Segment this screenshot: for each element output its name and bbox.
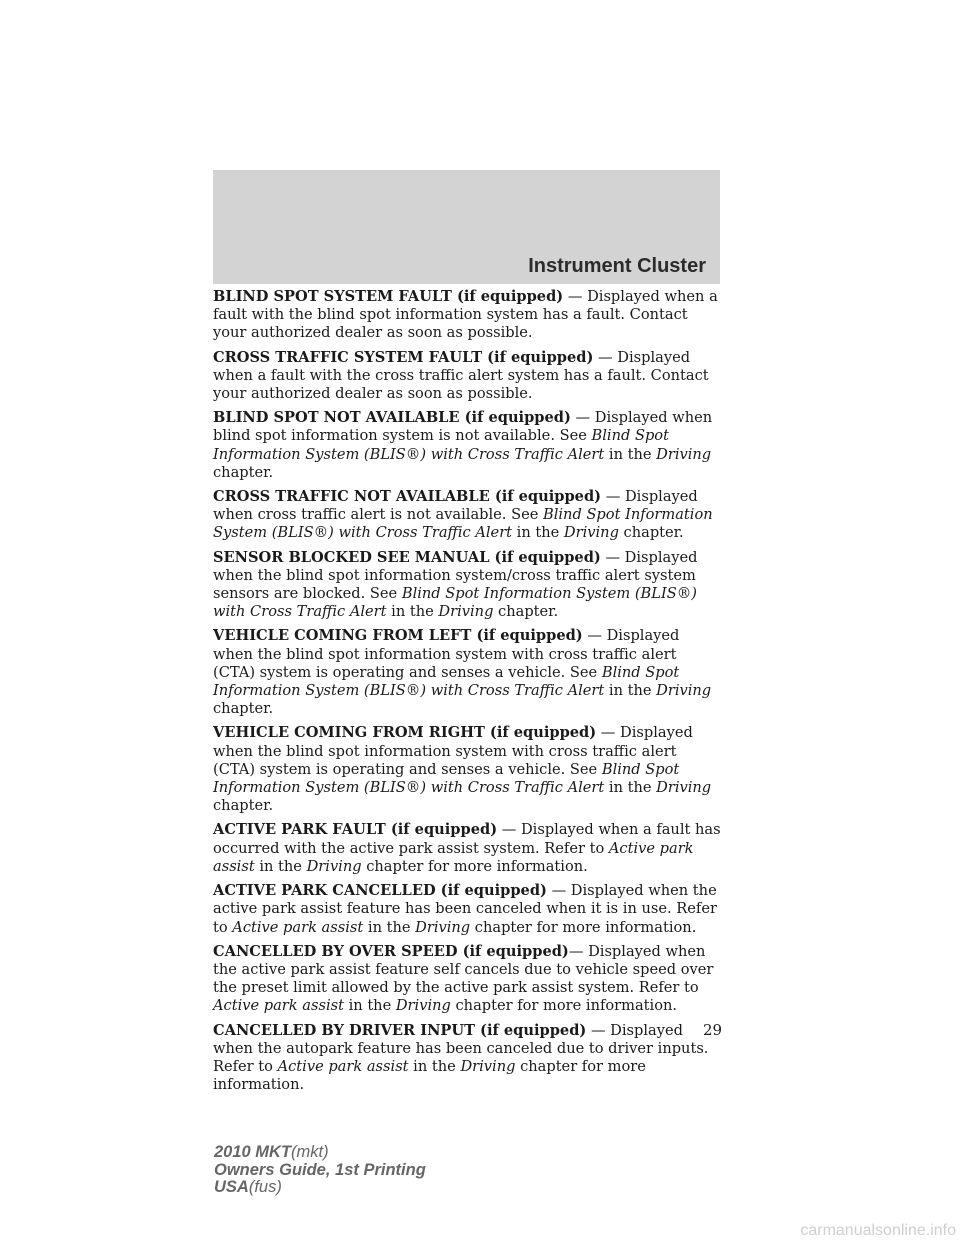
message-title: VEHICLE COMING FROM LEFT (if equipped) <box>213 627 583 645</box>
description-text: chapter. <box>213 463 274 481</box>
footer-printing: Owners Guide, 1st Printing <box>214 1160 426 1179</box>
description-text: — Displayed when the blind spot information system with cross traffic alert (CTA) system is operating and senses a vehicle. See <box>213 627 680 681</box>
reference-text: Blind Spot Information System (BLIS®) with Cross Traffic Alert <box>213 506 713 542</box>
description-text: in the <box>386 603 439 621</box>
reference-text: Driving <box>438 603 494 621</box>
description-text: — Displayed when blind spot information system is not available. See <box>213 409 713 445</box>
description-text: — Displayed when the blind spot information system/cross traffic alert system sensors are blocked. See <box>213 548 698 603</box>
reference-text: Driving <box>656 779 712 797</box>
description-text: chapter for more information. <box>213 1057 646 1094</box>
footer-market: USA <box>214 1178 249 1196</box>
message-title: ACTIVE PARK CANCELLED (if equipped) <box>213 882 547 900</box>
footer-model-code: (mkt) <box>291 1143 329 1161</box>
description-text: chapter. <box>213 700 274 718</box>
reference-text: Active park assist <box>213 839 694 875</box>
reference-text: Driving <box>460 1057 516 1075</box>
description-text: chapter. <box>213 797 274 815</box>
description-text: — Displayed when the autopark feature has been canceled due to driver inputs. Refer to <box>213 1021 709 1075</box>
message-title: BLIND SPOT NOT AVAILABLE (if equipped) <box>213 409 571 427</box>
message-entry <box>213 821 723 876</box>
description-text: in the <box>254 857 307 875</box>
message-entry <box>213 1022 723 1095</box>
reference-text: Blind Spot Information System (BLIS®) with Cross Traffic Alert <box>213 427 669 463</box>
reference-text: Blind Spot Information System (BLIS®) with Cross Traffic Alert <box>213 760 680 797</box>
description-text: in the <box>604 682 657 700</box>
description-text: in the <box>408 1057 461 1075</box>
reference-text: Driving <box>395 997 451 1015</box>
description-text: — Displayed when a fault with the cross traffic alert system has a fault. Contact your authorized dealer as soon as possible. <box>213 348 709 403</box>
reference-text: Active park assist <box>213 997 344 1015</box>
reference-text: Blind Spot Information System (BLIS®) with Cross Traffic Alert <box>213 585 698 621</box>
description-text: — Displayed when the blind spot information system with cross traffic alert (CTA) system is operating and senses a vehicle. See <box>213 724 693 778</box>
description-text: in the <box>604 779 657 797</box>
message-entry <box>213 627 723 718</box>
message-title: CROSS TRAFFIC NOT AVAILABLE (if equipped) <box>213 488 602 506</box>
message-entry <box>213 288 723 343</box>
message-title: CROSS TRAFFIC SYSTEM FAULT (if equipped) <box>213 348 594 366</box>
description-text: — Displayed when the active park assist feature self cancels due to vehicle speed over the preset limit allowed by the active park assist system. Refer to <box>213 942 714 997</box>
reference-text: Driving <box>656 445 712 463</box>
description-text: in the <box>604 445 657 463</box>
message-title: CANCELLED BY OVER SPEED (if equipped) <box>213 942 569 960</box>
section-title: Instrument Cluster <box>528 255 706 277</box>
description-text: chapter for more information. <box>450 997 678 1015</box>
description-text: in the <box>343 997 396 1015</box>
message-entry <box>213 882 723 937</box>
reference-text: Active park assist <box>232 918 364 936</box>
reference-text: Driving <box>415 918 471 936</box>
footer-model: 2010 MKT <box>214 1143 292 1161</box>
footer-market-code: (fus) <box>248 1178 282 1196</box>
footer-line-3 <box>214 1179 426 1197</box>
reference-text: Driving <box>306 857 362 875</box>
page-number: 29 <box>703 1021 723 1039</box>
message-title: VEHICLE COMING FROM RIGHT (if equipped) <box>213 724 597 742</box>
manual-content <box>213 288 723 1100</box>
message-entry <box>213 488 723 543</box>
description-text: chapter for more information. <box>361 857 588 875</box>
message-title: SENSOR BLOCKED SEE MANUAL (if equipped) <box>213 548 601 566</box>
message-entry <box>213 349 723 404</box>
message-entry <box>213 549 723 622</box>
message-title: BLIND SPOT SYSTEM FAULT (if equipped) <box>213 288 564 305</box>
description-text: chapter. <box>493 603 559 621</box>
reference-text: Active park assist <box>277 1057 409 1075</box>
description-text: — Displayed when a fault has occurred with the active park assist system. Refer to <box>213 821 721 857</box>
reference-text: Blind Spot Information System (BLIS®) with Cross Traffic Alert <box>213 663 680 700</box>
message-entry <box>213 943 723 1016</box>
description-text: — Displayed when the active park assist feature has been canceled when it is in use. Refer to <box>213 882 717 936</box>
description-text: — Displayed when a fault with the blind spot information system has a fault. Contact your authorized dealer as soon as possible. <box>213 288 718 342</box>
description-text: — Displayed when cross traffic alert is not available. See <box>213 488 698 524</box>
footer-line-1 <box>214 1144 426 1162</box>
reference-text: Driving <box>656 682 712 700</box>
message-title: ACTIVE PARK FAULT (if equipped) <box>213 821 498 839</box>
description-text: in the <box>512 524 564 542</box>
description-text: chapter. <box>618 524 684 542</box>
watermark: carmanualsonline.info <box>800 1222 956 1239</box>
reference-text: Driving <box>563 524 619 542</box>
section-header-band <box>213 170 720 284</box>
message-title: CANCELLED BY DRIVER INPUT (if equipped) <box>213 1021 587 1039</box>
message-entry <box>213 409 723 482</box>
message-entry <box>213 724 723 815</box>
print-footer <box>214 1144 426 1197</box>
description-text: in the <box>363 918 416 936</box>
description-text: chapter for more information. <box>470 918 697 936</box>
